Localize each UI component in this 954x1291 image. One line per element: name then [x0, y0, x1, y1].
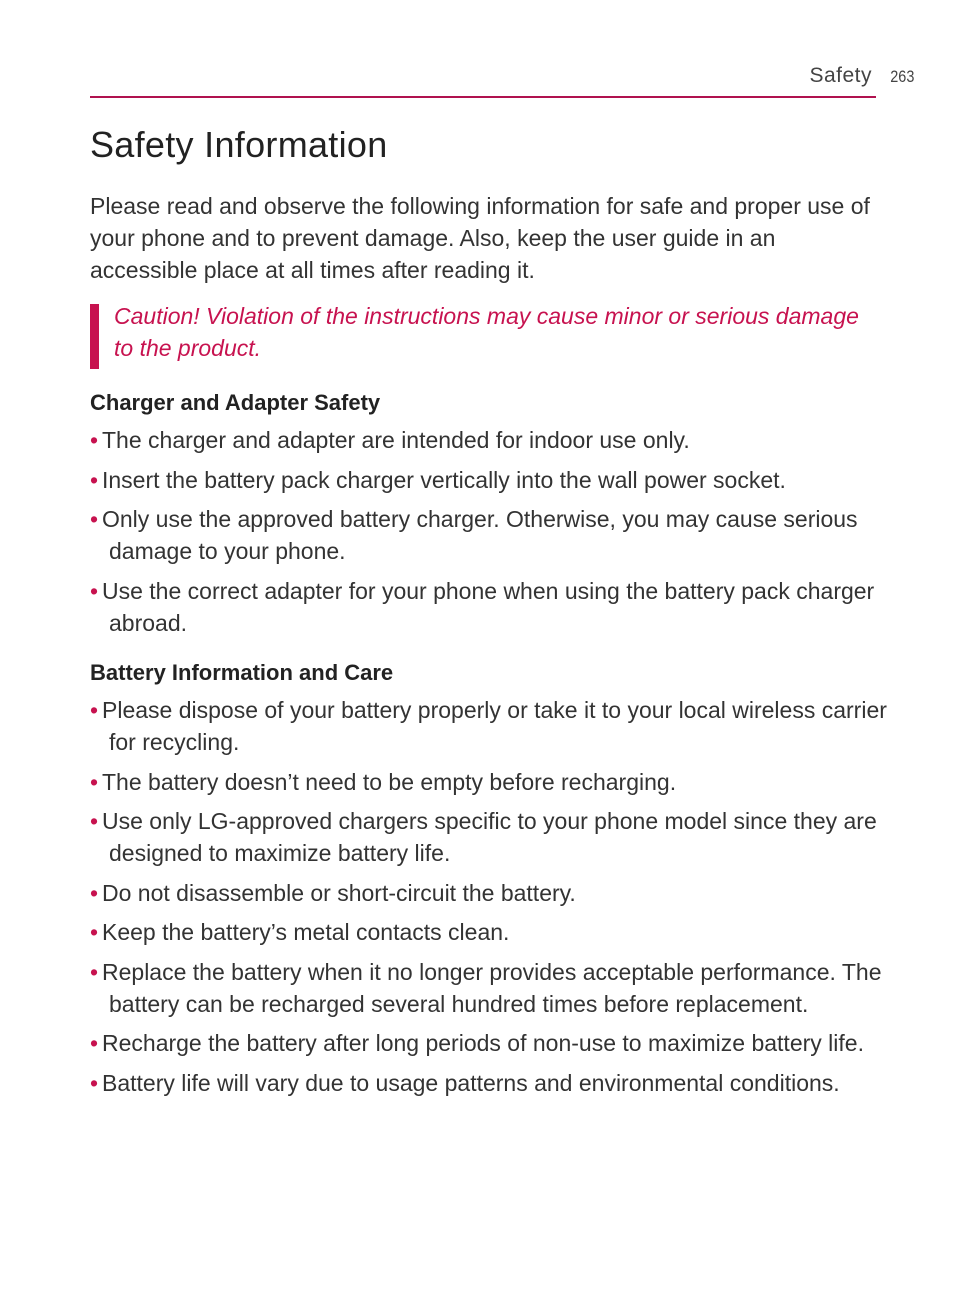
list-item: • Battery life will vary due to usage patterns and environmental conditions.: [90, 1067, 890, 1099]
charger-adapter-safety-section: [90, 388, 890, 646]
list-item: • Use the correct adapter for your phone when using the battery pack charger abroad.: [90, 575, 890, 639]
battery-information-care-section: [90, 658, 890, 1106]
page-header: [90, 58, 914, 98]
caution-callout: [90, 300, 880, 364]
bullet-icon: •: [90, 958, 99, 985]
bullet-icon: •: [90, 808, 99, 834]
bullet-icon: •: [90, 697, 99, 723]
caution-text: Caution! Violation of the instructions may cause minor or serious damage to the product.: [114, 303, 859, 361]
list-item: • Only use the approved battery charger. Otherwise, you may cause serious damage to your phone.: [90, 503, 890, 567]
caution-bar: [90, 304, 99, 369]
bullet-icon: •: [90, 1069, 99, 1096]
bullet-icon: •: [90, 427, 99, 453]
list-item: • The battery doesn’t need to be empty before recharging.: [90, 766, 890, 798]
bullet-icon: •: [90, 577, 99, 604]
header-section-label: Safety: [809, 64, 872, 87]
section-heading: Charger and Adapter Safety: [90, 390, 381, 415]
bullet-icon: •: [90, 919, 99, 945]
list-item: • Please dispose of your battery properly or take it to your local wireless carrier for recycling.: [90, 694, 890, 758]
page-number: 263: [889, 67, 914, 86]
list-item: • Insert the battery pack charger vertically into the wall power socket.: [90, 464, 890, 496]
page-title: Safety Information: [90, 124, 388, 165]
bullet-icon: •: [90, 1030, 99, 1056]
section-heading: Battery Information and Care: [90, 660, 394, 685]
bullet-list: [90, 694, 890, 1099]
header-divider: [90, 96, 876, 98]
list-item: • Keep the battery’s metal contacts clean.: [90, 916, 890, 948]
bullet-icon: •: [90, 466, 99, 493]
list-item: • Recharge the battery after long periods of non-use to maximize battery life.: [90, 1027, 890, 1059]
bullet-icon: •: [90, 879, 99, 906]
bullet-icon: •: [90, 506, 99, 532]
list-item: • Do not disassemble or short-circuit the battery.: [90, 877, 890, 909]
intro-paragraph: Please read and observe the following information for safe and proper use of your phone and to prevent damage. Also, keep the user guide in an accessible place at all times after reading it.: [90, 193, 870, 283]
list-item: • Replace the battery when it no longer provides acceptable performance. The battery can be recharged several hundred times before replacement.: [90, 956, 890, 1020]
bullet-list: [90, 424, 890, 639]
list-item: • The charger and adapter are intended for indoor use only.: [90, 424, 890, 456]
list-item: • Use only LG-approved chargers specific to your phone model since they are designed to maximize battery life.: [90, 805, 890, 869]
bullet-icon: •: [90, 768, 99, 795]
